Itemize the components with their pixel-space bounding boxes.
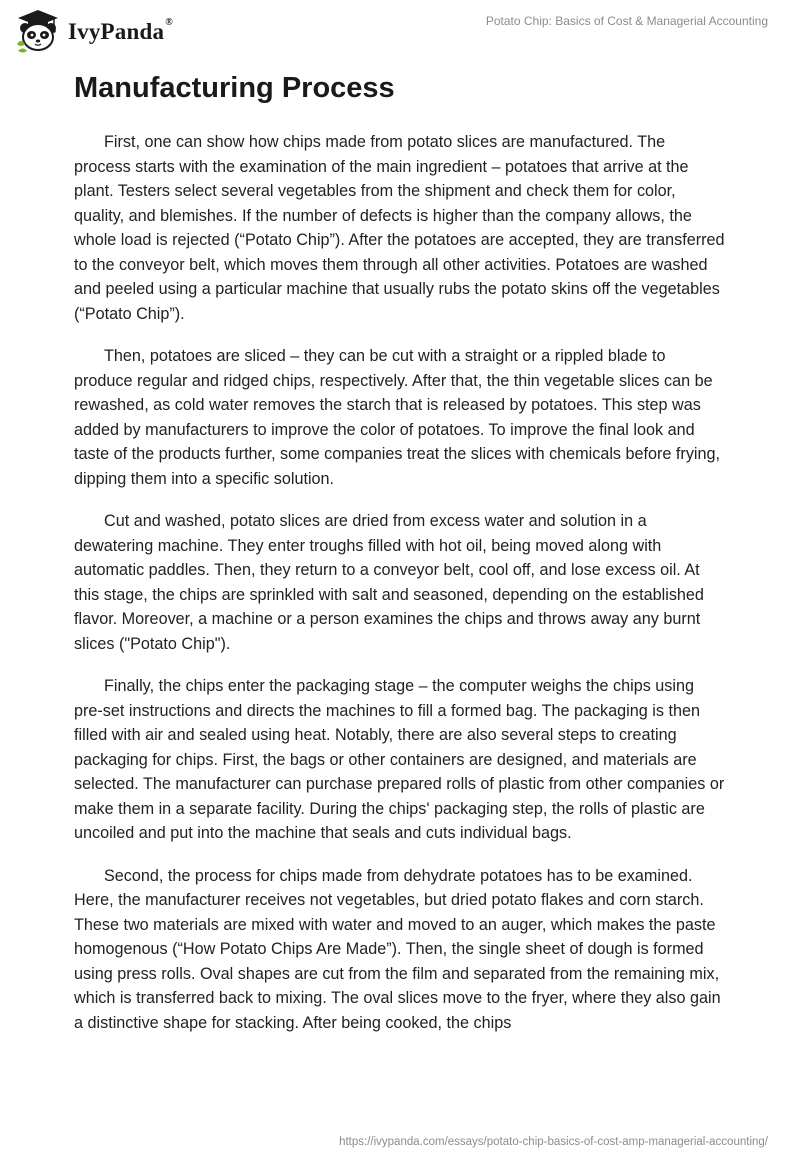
article-body — [74, 130, 726, 1053]
brand-logo[interactable] — [14, 8, 173, 54]
brand-name: IvyPanda® — [68, 17, 173, 44]
page-title: Manufacturing Process — [74, 72, 395, 104]
paragraph-2: Then, potatoes are sliced – they can be cut with a straight or a rippled blade to produce regular and ridged chips, respectively. After that, the thin vegetable slices can be rewashed, as cold water removes the starch that is released by potatoes. This step was added by manufacturers to improve the color of potatoes. To improve the final look and taste of the products further, some companies treat the slices with chemicals before frying, dipping them into a specific solution. — [74, 347, 721, 488]
paragraph-3: Cut and washed, potato slices are dried from excess water and solution in a dewatering machine. They enter troughs filled with hot oil, being moved along with automatic paddles. Then, they return to a conveyor belt, cool off, and lose excess oil. At this stage, the chips are sprinkled with salt and seasoned, depending on the established flavor. Moreover, a machine or a person examines the chips and throws away any burnt slices ("Potato Chip"). — [74, 512, 704, 653]
paragraph-1: First, one can show how chips made from potato slices are manufactured. The process starts with the examination of the main ingredient – potatoes that arrive at the plant. Testers select several vegetables from the shipment and check them for color, quality, and blemishes. If the number of defects is higher than the company allows, the whole load is rejected (“Potato Chip”). After the potatoes are accepted, they are transferred to the conveyor belt, which moves them through all other activities. Potatoes are washed and peeled using a particular machine that usually rubs the potato skins off the vegetables (“Potato Chip”). — [74, 133, 725, 323]
paragraph-5: Second, the process for chips made from dehydrate potatoes has to be examined. Here, the manufacturer receives not vegetables, but dried potato flakes and corn starch. These two materials are mixed with water and moved to an auger, which makes the paste homogenous (“How Potato Chips Are Made”). Then, the single sheet of dough is formed using press rolls. Oval shapes are cut from the film and separated from the remaining mix, which is transferred back to mixing. The oval slices move to the fryer, where they also gain a distinctive shape for stacking. After being cooked, the chips — [74, 866, 721, 1032]
page-header — [0, 0, 800, 60]
source-url[interactable]: https://ivypanda.com/essays/potato-chip-basics-of-cost-amp-managerial-accounting/ — [339, 1136, 768, 1148]
paragraph-4: Finally, the chips enter the packaging stage – the computer weighs the chips using pre-set instructions and directs the machines to fill a formed bag. The packaging is then filled with air and sealed using heat. Notably, there are also several steps to creating packaging for chips. First, the bags or other containers are designed, and materials are selected. The manufacturer can purchase prepared rolls of plastic from other companies or make them in a separate facility. During the chips' packaging step, the rolls of plastic are uncoiled and put into the machine that seals and cuts individual bags. — [74, 677, 725, 842]
document-title: Potato Chip: Basics of Cost & Managerial Accounting — [485, 14, 768, 28]
panda-mascot-icon — [14, 8, 62, 54]
